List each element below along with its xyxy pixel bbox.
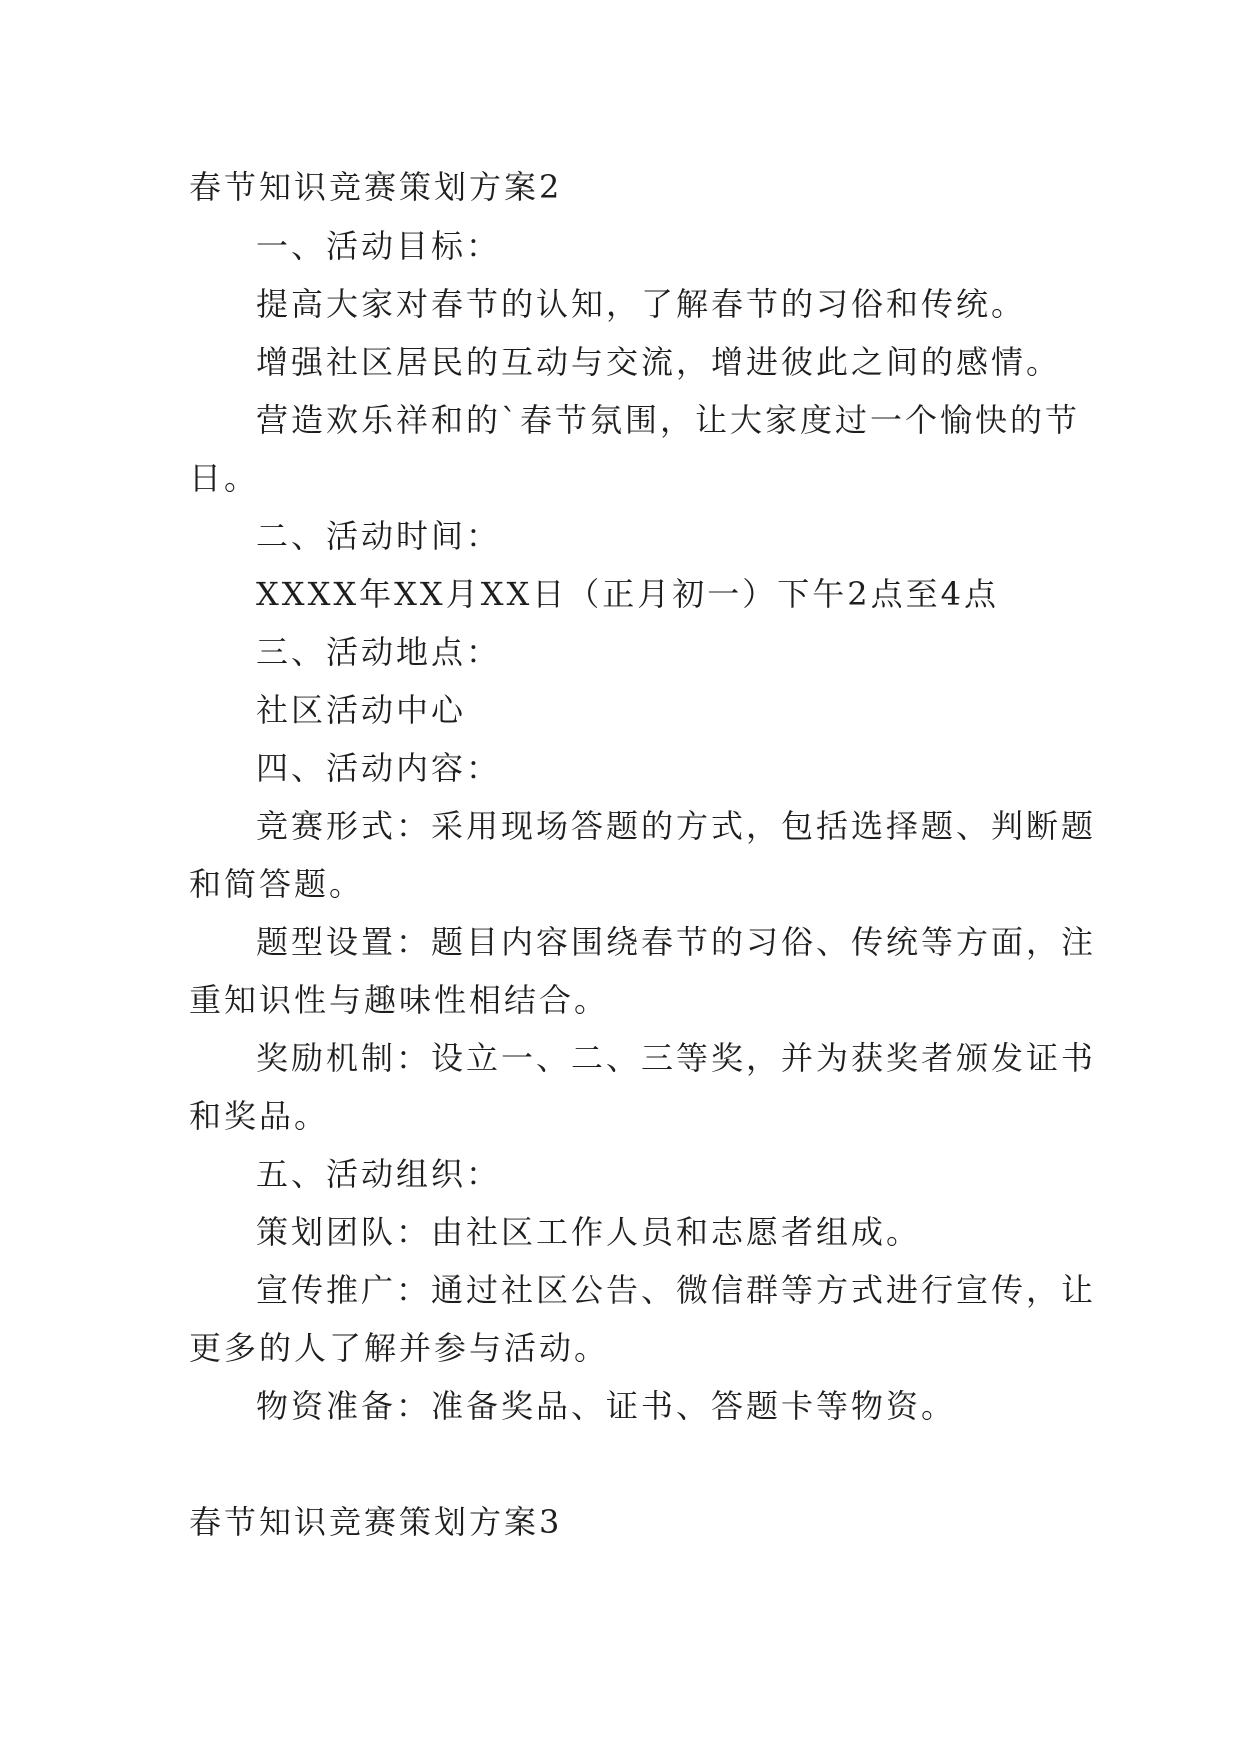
paragraph-goal-3: 营造欢乐祥和的`春节氛围，让大家度过一个愉快的节 [256, 401, 1081, 439]
paragraph-question-types: 题型设置：题目内容围绕春节的习俗、传统等方面，注 [256, 923, 1097, 961]
paragraph-competition-format: 竞赛形式：采用现场答题的方式，包括选择题、判断题 [256, 807, 1097, 845]
paragraph-planning-team: 策划团队：由社区工作人员和志愿者组成。 [256, 1213, 922, 1251]
paragraph-goal-2: 增强社区居民的互动与交流，增进彼此之间的感情。 [256, 343, 1062, 381]
paragraph-promotion: 宣传推广：通过社区公告、微信群等方式进行宣传，让 [256, 1271, 1097, 1309]
paragraph-materials: 物资准备：准备奖品、证书、答题卡等物资。 [256, 1387, 957, 1425]
paragraph-rewards-continued: 和奖品。 [189, 1097, 330, 1135]
paragraph-goal-3-continued: 日。 [189, 459, 260, 497]
paragraph-question-types-continued: 重知识性与趣味性相结合。 [189, 981, 610, 1019]
paragraph-location: 社区活动中心 [256, 691, 467, 729]
paragraph-time: XXXX年XX月XX日（正月初一）下午2点至4点 [256, 575, 999, 613]
paragraph-promotion-continued: 更多的人了解并参与活动。 [189, 1329, 610, 1367]
heading-activity-location: 三、活动地点： [256, 633, 502, 671]
paragraph-rewards: 奖励机制：设立一、二、三等奖，并为获奖者颁发证书 [256, 1039, 1097, 1077]
heading-activity-time: 二、活动时间： [256, 517, 502, 555]
paragraph-competition-format-continued: 和简答题。 [189, 865, 365, 903]
section-title-plan-3: 春节知识竞赛策划方案3 [189, 1503, 563, 1541]
heading-activity-organization: 五、活动组织： [256, 1155, 502, 1193]
heading-activity-goals: 一、活动目标： [256, 227, 502, 265]
heading-activity-content: 四、活动内容： [256, 749, 502, 787]
section-title-plan-2: 春节知识竞赛策划方案2 [189, 168, 563, 206]
paragraph-goal-1: 提高大家对春节的认知，了解春节的习俗和传统。 [256, 285, 1027, 323]
